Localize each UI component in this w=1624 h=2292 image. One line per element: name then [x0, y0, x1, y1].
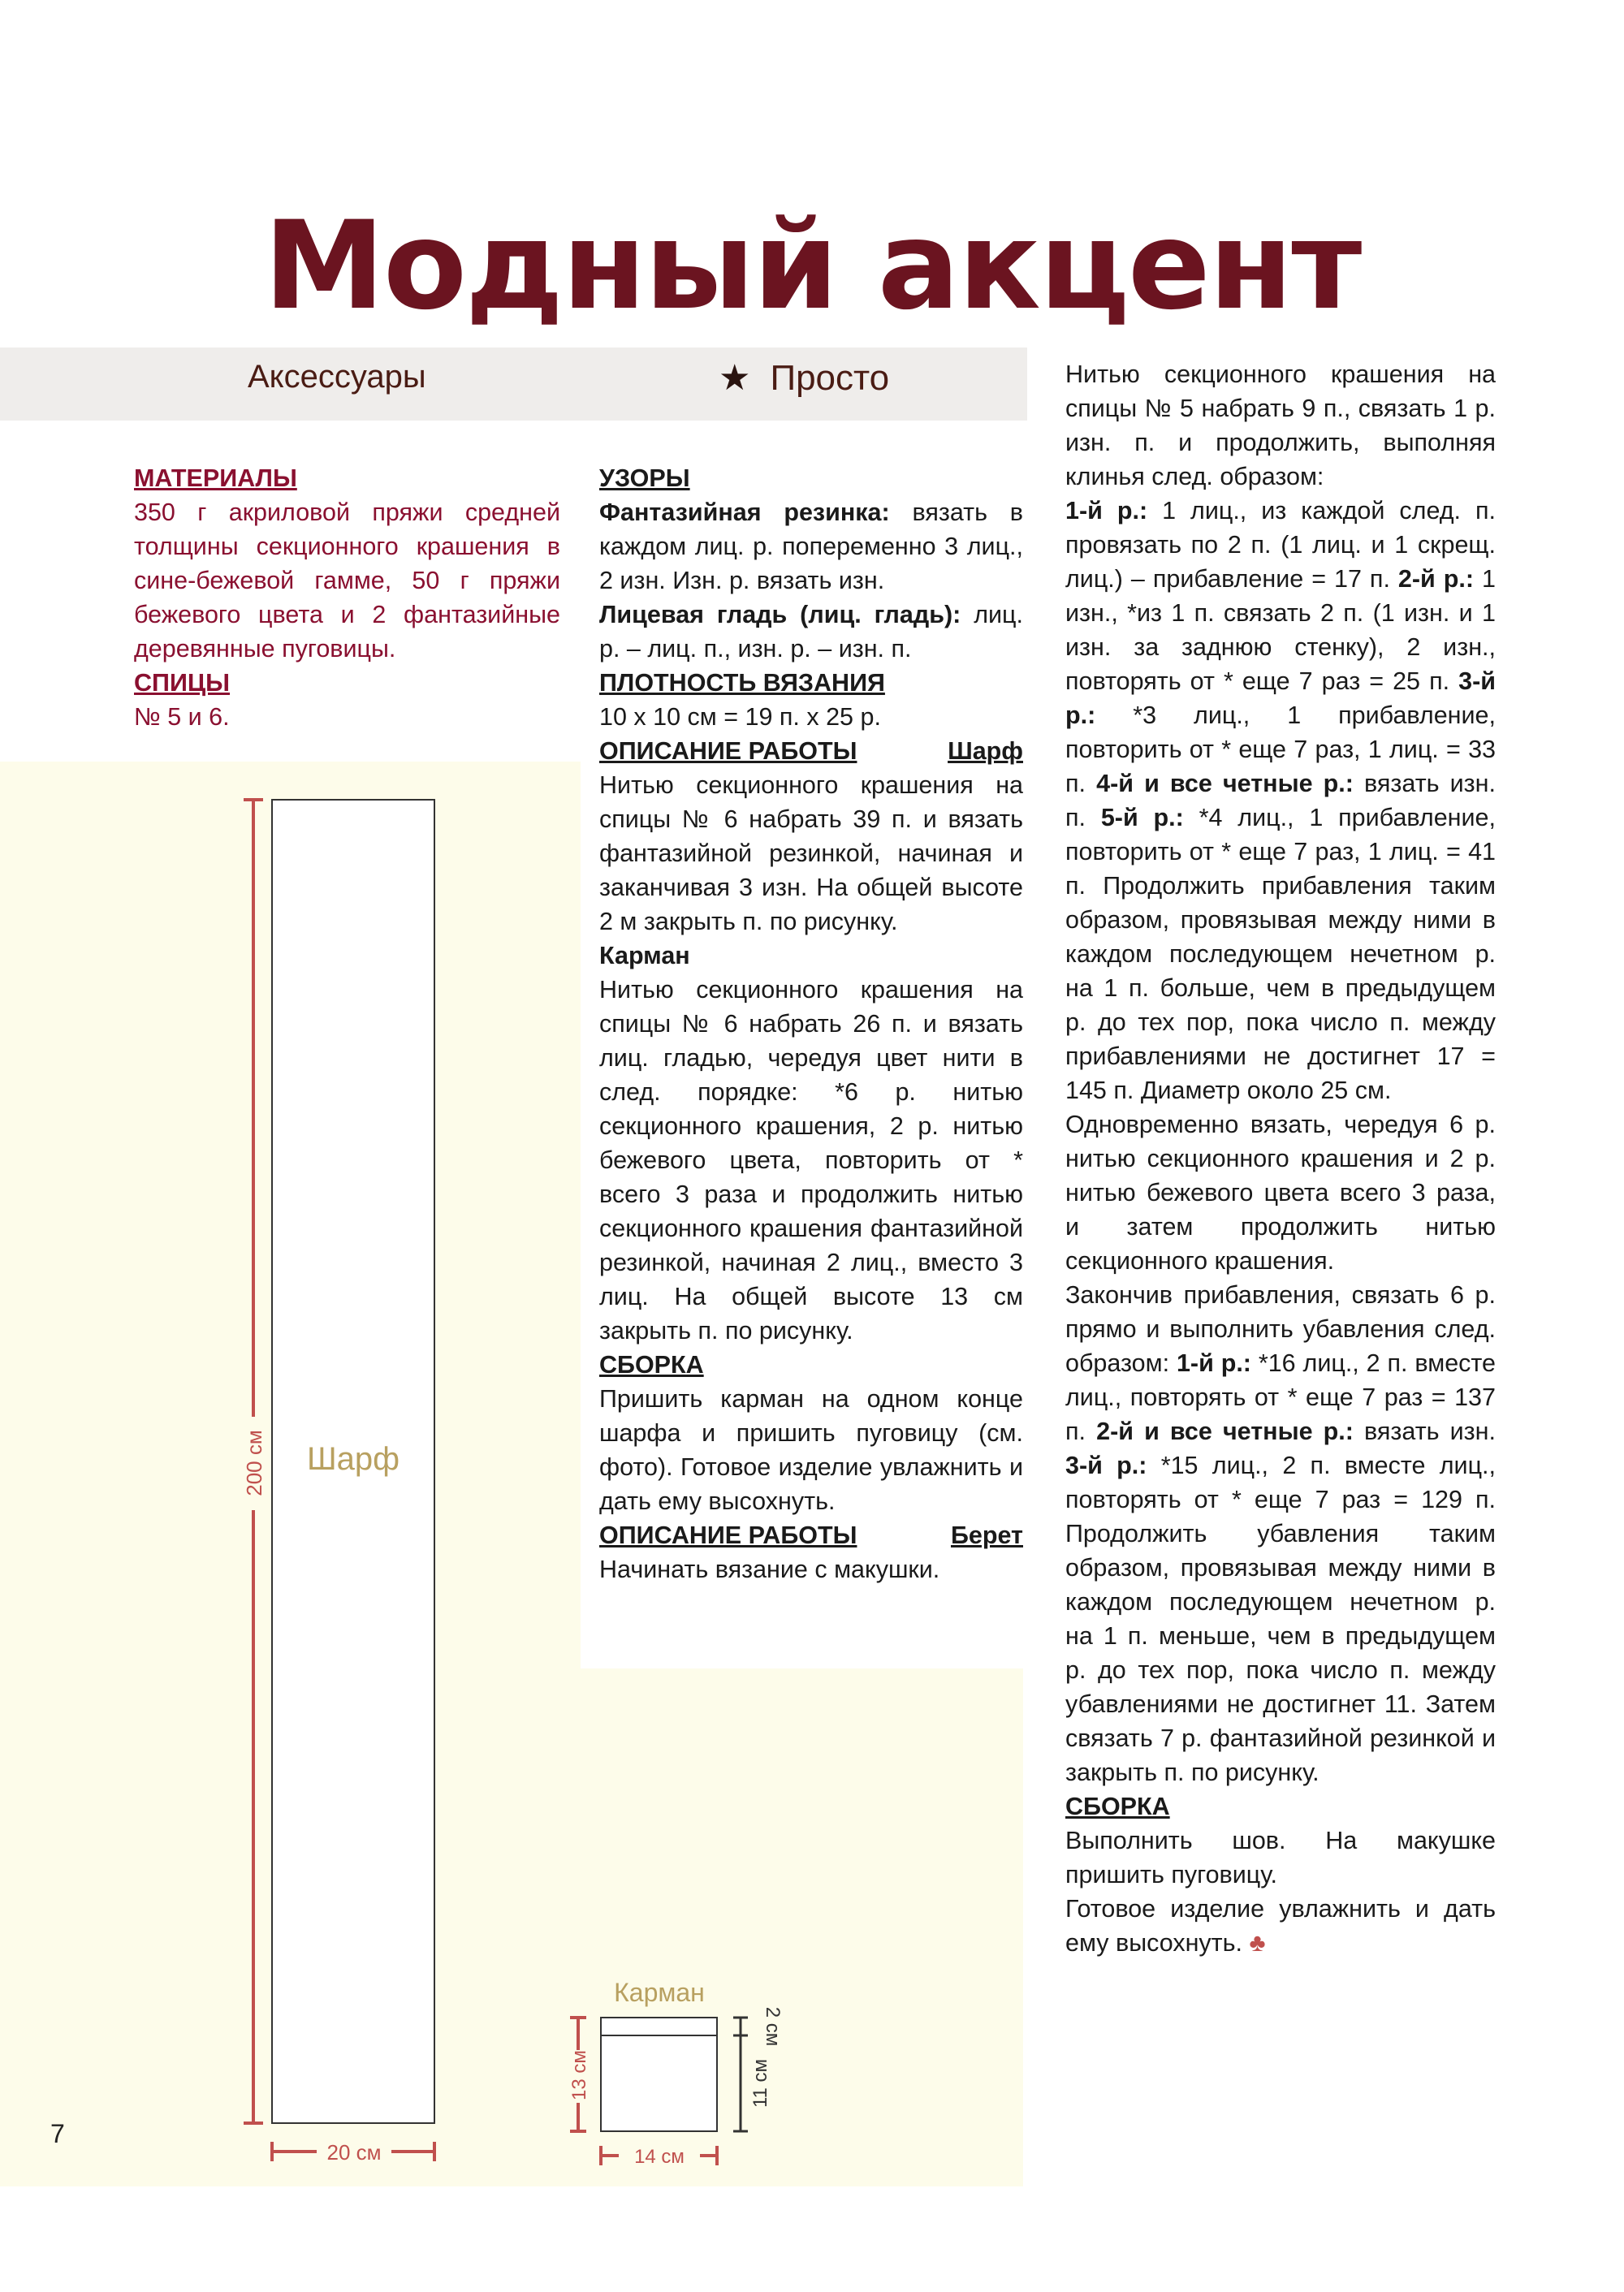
final-text-body: Готовое изделие увлажнить и дать ему высохнуть.: [1065, 1895, 1496, 1957]
pocket-top-label: 2 см: [762, 2006, 784, 2047]
dec2-text: вязать изн.: [1353, 1418, 1496, 1445]
page-number: 7: [50, 2119, 65, 2148]
work-heading: ОПИСАНИЕ РАБОТЫ: [599, 737, 857, 765]
difficulty-text: Просто: [770, 358, 890, 398]
needles-heading: СПИЦЫ: [134, 669, 231, 697]
beret-p1: Нитью секционного крашения на спицы № 5 набрать 9 п., связать 1 р. изн. п. и продолжить, выполняя клинья след. образом:: [1065, 360, 1496, 490]
star-icon: ★: [719, 358, 751, 398]
row2-text: 1 изн., *из 1 п. связать 2 п. (1 изн. и 1 изн. за заднюю стенку), 2 изн., повторять от * еще 7 раз = 25 п.: [1065, 565, 1496, 695]
materials-text: 350 г акриловой пряжи средней толщины секционного крашения в сине-бежевой гамме, 50 г пряжи бежевого цвета и 2 фантазийные деревянные пуговицы.: [134, 499, 560, 663]
pocket-width-label: 14 см: [634, 2146, 685, 2168]
club-icon: ♣: [1249, 1929, 1266, 1957]
row4-label: 4-й и все четные р.:: [1096, 770, 1354, 797]
row3-text: *3 лиц., 1 прибавление, повторить от * еще 7 раз, 1 лиц. = 33 п.: [1065, 701, 1496, 797]
beret-assembly-heading: СБОРКА: [1065, 1793, 1170, 1820]
pocket-inner-label: 11 см: [749, 2058, 771, 2109]
dec2-label: 2-й и все четные р.:: [1096, 1418, 1354, 1445]
assembly-heading: СБОРКА: [599, 1351, 704, 1379]
materials-heading: МАТЕРИАЛЫ: [134, 464, 297, 492]
row4-text: вязать изн. п.: [1065, 770, 1496, 831]
row1-label: 1-й р.:: [1065, 497, 1148, 524]
needles-text: № 5 и 6.: [134, 703, 230, 731]
pattern-stockinette-text: лиц. р. – лиц. п., изн. р. – изн. п.: [599, 601, 1023, 663]
row1-text: 1 лиц., из каждой след. п. провязать по 2 п. (1 лиц. и 1 скрещ. лиц.) – прибавление = 17 п.: [1065, 497, 1496, 593]
assembly-text: Пришить карман на одном конце шарфа и пришить пуговицу (см. фото). Готовое изделие увлажнить и дать ему высохнуть.: [599, 1385, 1023, 1515]
dec1-text: *16 лиц., 2 п. вместе лиц., повторять от * еще 7 раз = 137 п.: [1065, 1349, 1496, 1445]
beret-p2: Одновременно вязать, чередуя 6 р. нитью секционного крашения и 2 р. нитью бежевого цвета всего 3 раза, и затем продолжить нитью секционного крашения.: [1065, 1111, 1496, 1275]
pocket-heading: Карман: [599, 942, 690, 969]
scarf-width-label: 20 см: [326, 2140, 382, 2165]
patterns-heading: УЗОРЫ: [599, 464, 690, 492]
row5-label: 5-й р.:: [1100, 804, 1184, 831]
beret-start-text: Начинать вязание с макушки.: [599, 1556, 940, 1583]
pocket-height-label: 13 см: [568, 2050, 590, 2100]
pocket-label: Карман: [614, 1978, 705, 2007]
dec3-label: 3-й р.:: [1065, 1452, 1147, 1479]
scarf-text: Нитью секционного крашения на спицы № 6 набрать 39 п. и вязать фантазийной резинкой, начиная и заканчивая 3 изн. На общей высоте 2 м закрыть п. по рисунку.: [599, 771, 1023, 935]
decrease-intro: Закончив прибавления, связать 6 р. прямо и выполнить убавления след. образом:: [1065, 1281, 1496, 1377]
scarf-label: Шарф: [306, 1441, 400, 1477]
dec3-text: *15 лиц., 2 п. вместе лиц., повторять от * еще 7 раз = 129 п. Продолжить убавления таким образом, провязывая между ними в каждом последующем нечетном р. на 1 п. меньше, чем в предыдущем р. до тех пор, пока число п. между убавлениями не достигнет 11. Затем связать 7 р. фантазийной резинкой и закрыть п. по рисунку.: [1065, 1452, 1496, 1786]
density-text: 10 x 10 см = 19 п. x 25 р.: [599, 703, 881, 731]
row3-label: 3-й р.:: [1065, 667, 1496, 729]
pattern-stockinette-label: Лицевая гладь (лиц. гладь):: [599, 601, 961, 628]
work-item-scarf: Шарф: [948, 737, 1023, 765]
pattern-rib-text: вязать в каждом лиц. р. попеременно 3 лиц., 2 изн. Изн. р. вязать изн.: [599, 499, 1023, 594]
dec1-label: 1-й р.:: [1176, 1349, 1251, 1377]
work-item-beret: Берет: [950, 1522, 1023, 1549]
page-title: Модный акцент: [263, 195, 1361, 337]
row2-label: 2-й р.:: [1397, 565, 1475, 593]
pocket-text: Нитью секционного крашения на спицы № 6 набрать 26 п. и вязать лиц. гладью, чередуя цвет нити в след. порядке: *6 р. нитью секционного крашения, 2 р. нитью бежевого цвета, повторить от * всего 3 раза и продолжить нитью секционного крашения фантазийной резинкой, начиная 2 лиц., вместо 3 лиц. На общей высоте 13 см закрыть п. по рисунку.: [599, 976, 1023, 1345]
density-heading: ПЛОТНОСТЬ ВЯЗАНИЯ: [599, 669, 885, 697]
pattern-rib-label: Фантазийная резинка:: [599, 499, 890, 526]
row5-text: *4 лиц., 1 прибавление, повторить от * еще 7 раз, 1 лиц. = 41 п. Продолжить прибавления таким образом, провязывая между ними в каждом последующем нечетном р. на 1 п. больше, чем в предыдущем р. до тех пор, пока число п. между прибавлениями не достигнет 17 = 145 п. Диаметр около 25 см.: [1065, 804, 1496, 1104]
category-label: Аксессуары: [248, 359, 426, 395]
work2-heading: ОПИСАНИЕ РАБОТЫ: [599, 1522, 857, 1549]
scarf-height-label: 200 см: [242, 1430, 266, 1496]
beret-assembly-text: Выполнить шов. На макушке пришить пуговицу.: [1065, 1827, 1496, 1888]
